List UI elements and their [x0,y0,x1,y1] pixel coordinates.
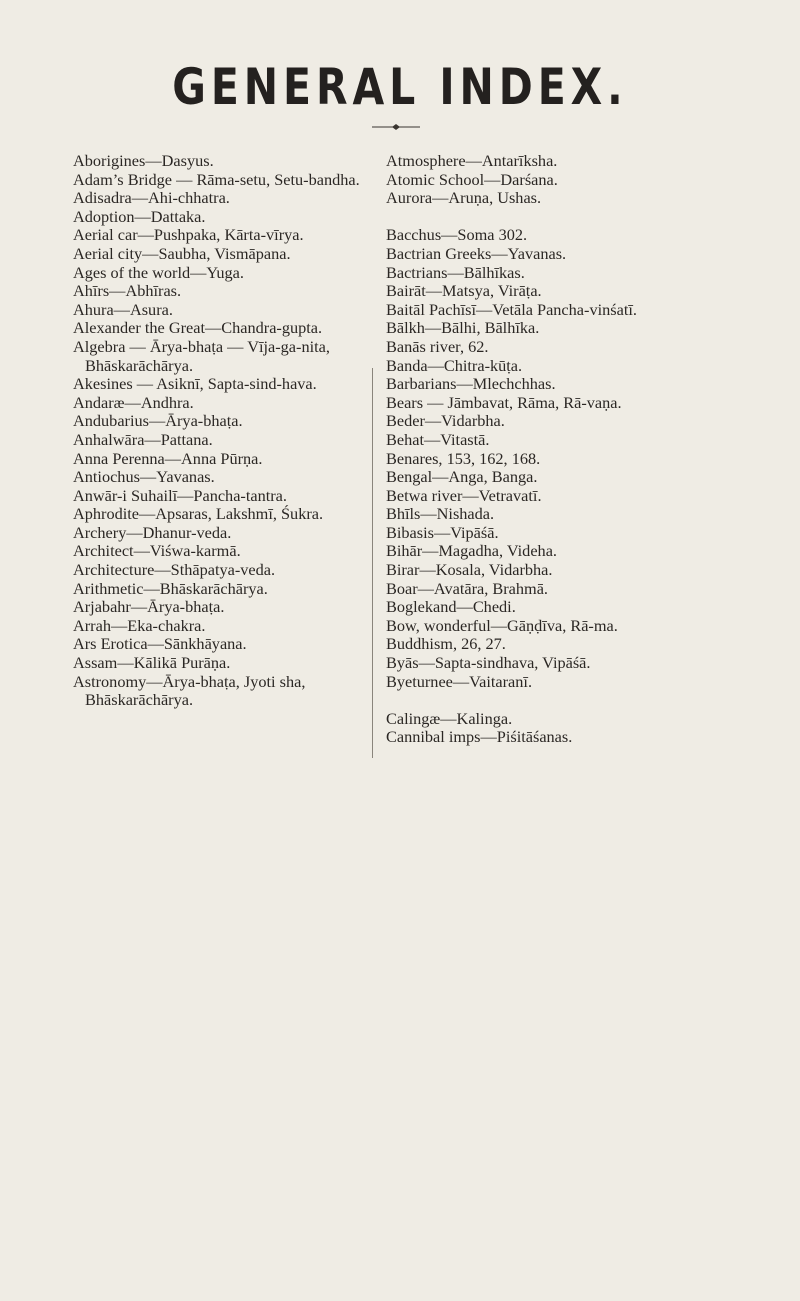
index-entry: Bālkh—Bālhi, Bālhīka. [386,318,540,338]
index-entry: Arjabahr—Ārya-bhaṭa. [73,597,225,617]
index-entry: Archery—Dhanur-veda. [73,522,232,542]
index-entry: Akesines — Asiknī, Sapta-sind-hava. [73,374,317,394]
index-entry: Benares, 153, 162, 168. [386,448,541,468]
index-entry: Architecture—Sthāpatya-veda. [73,560,276,580]
index-entry: Algebra — Ārya-bhaṭa — Vīja-ga-nita, Bhāskarāchārya. [73,336,330,375]
index-entry: Andaræ—Andhra. [73,392,194,412]
index-entry: Adisadra—Ahi-chhatra. [73,188,230,208]
index-entry: Barbarians—Mlechchhas. [386,374,556,394]
index-entry: Ages of the world—Yuga. [73,262,244,282]
index-entry: Andubarius—Ārya-bhaṭa. [73,411,243,431]
index-entry: Bhīls—Nishada. [386,504,495,524]
index-entry: Aborigines—Dasyus. [73,151,214,170]
index-entry: Bactrians—Bālhīkas. [386,262,525,282]
index-entry: Alexander the Great—Chandra-gupta. [73,318,323,338]
index-entry: Bihār—Magadha, Videha. [386,541,557,561]
index-entry: Byās—Sapta-sindhava, Vipāśā. [386,653,591,673]
ornament-rule [372,122,420,132]
left-column [73,152,373,710]
index-entry: Bow, wonderful—Gāṇḍīva, Rā-ma. [386,615,618,635]
index-entry: Ars Erotica—Sānkhāyana. [73,634,247,654]
index-entry: Arrah—Eka-chakra. [73,615,206,635]
index-entry: Banās river, 62. [386,336,489,356]
index-entry: Aerial car—Pushpaka, Kārta-vīrya. [73,225,304,245]
index-entry: Beder—Vidarbha. [386,411,505,431]
index-entry: Baitāl Pachīsī—Vetāla Pancha-vinśatī. [386,299,637,319]
index-entry: Bears — Jāmbavat, Rāma, Rā-vaṇa. [386,392,622,412]
index-entry: Adam’s Bridge — Rāma-setu, Setu-bandha. [73,169,360,189]
index-entry: Aurora—Aruṇa, Ushas. [386,188,542,208]
index-entry: Anna Perenna—Anna Pūrṇa. [73,448,263,468]
index-entry: Anhalwāra—Pattana. [73,429,213,449]
index-entry: Bacchus—Soma 302. [386,225,528,245]
index-entry: Calingæ—Kalinga. [386,708,513,728]
index-entry: Architect—Viśwa-karmā. [73,541,241,561]
section-gap [386,208,696,227]
index-entry: Birar—Kosala, Vidarbha. [386,560,553,580]
index-entry: Cannibal imps—Piśitāśanas. [386,727,573,747]
right-column [386,152,696,747]
index-entry: Astronomy—Ārya-bhaṭa, Jyoti sha, Bhāskarāchārya. [73,671,306,710]
index-entry: Adoption—Dattaka. [73,206,206,226]
index-entry: Banda—Chitra-kūṭa. [386,355,523,375]
index-entry: Assam—Kālikā Purāṇa. [73,653,231,673]
index-entry: Ahīrs—Abhīras. [73,281,182,301]
index-entry: Aerial city—Saubha, Vismāpana. [73,243,291,263]
index-entry: Arithmetic—Bhāskarāchārya. [73,578,268,598]
index-entry: Atmosphere—Antarīksha. [386,151,558,170]
index-entry: Aphrodite—Apsaras, Lakshmī, Śukra. [73,504,324,524]
index-entry: Antiochus—Yavanas. [73,467,215,487]
index-entry: Anwār-i Suhailī—Pancha-tantra. [73,485,287,505]
index-entry: Bactrian Greeks—Yavanas. [386,243,567,263]
index-entry: Atomic School—Darśana. [386,169,558,189]
index-entry: Byeturnee—Vaitaranī. [386,671,533,691]
index-entry: Bibasis—Vipāśā. [386,522,499,542]
index-entry: Behat—Vitastā. [386,429,490,449]
index-entry: Betwa river—Vetravatī. [386,485,542,505]
section-gap [386,691,696,710]
index-entry: Bengal—Anga, Banga. [386,467,538,487]
index-entry: Buddhism, 26, 27. [386,634,506,654]
index-entry: Boglekand—Chedi. [386,597,516,617]
page-title: GENERAL INDEX. [172,58,628,116]
index-entry: Bairāt—Matsya, Virāṭa. [386,281,542,301]
index-entry: Boar—Avatāra, Brahmā. [386,578,548,598]
index-entry: Ahura—Asura. [73,299,173,319]
